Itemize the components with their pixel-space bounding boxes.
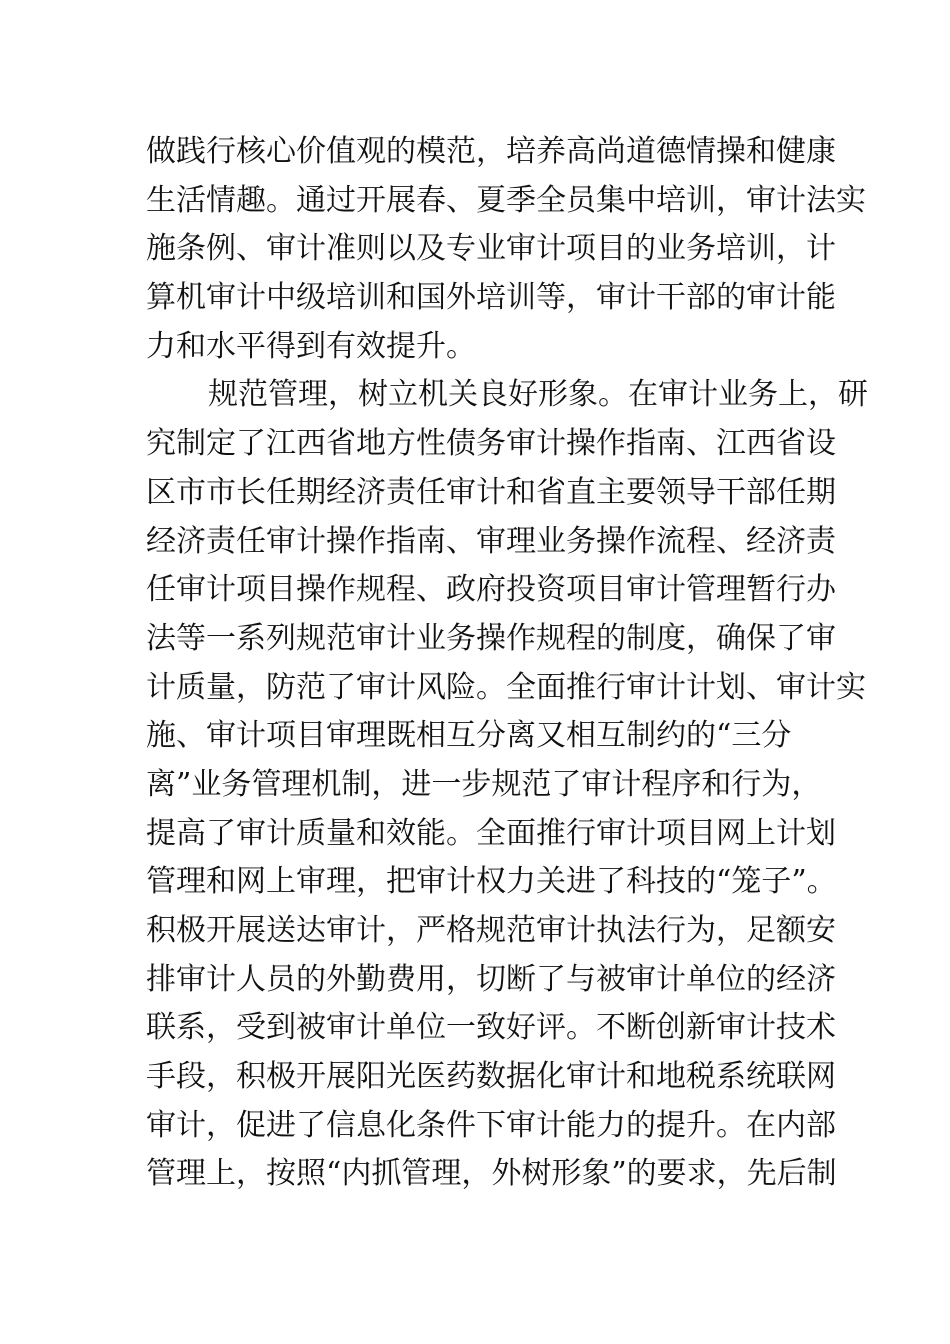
- text-line: 任审计项目操作规程、政府投资项目审计管理暂行办: [146, 572, 836, 608]
- text-line: 力和水平得到有效提升。: [146, 328, 476, 364]
- body-text: [146, 128, 868, 1199]
- text-line: 法等一系列规范审计业务操作规程的制度，确保了审: [146, 620, 836, 656]
- paragraph-1: [146, 128, 866, 371]
- text-line: 究制定了江西省地方性债务审计操作指南、江西省设: [146, 426, 836, 462]
- text-line: 提高了审计质量和效能。全面推行审计项目网上计划: [146, 815, 836, 851]
- text-line: 经济责任审计操作指南、审理业务操作流程、经济责: [146, 523, 836, 559]
- text-line: 离”业务管理机制，进一步规范了审计程序和行为，: [146, 766, 822, 802]
- text-line: 施条例、审计准则以及专业审计项目的业务培训，计: [146, 231, 836, 267]
- text-line-indented: 规范管理，树立机关良好形象。在审计业务上，研: [208, 377, 868, 413]
- text-line: 排审计人员的外勤费用，切断了与被审计单位的经济: [146, 961, 836, 997]
- text-line: 生活情趣。通过开展春、夏季全员集中培训，审计法实: [146, 182, 866, 218]
- text-line: 管理和网上审理，把审计权力关进了科技的“笼子”。: [146, 864, 837, 900]
- text-line: 算机审计中级培训和国外培训等，审计干部的审计能: [146, 280, 836, 316]
- text-line: 施、审计项目审理既相互分离又相互制约的“三分: [146, 718, 792, 754]
- text-line: 区市市长任期经济责任审计和省直主要领导干部任期: [146, 474, 836, 510]
- text-line: 联系，受到被审计单位一致好评。不断创新审计技术: [146, 1010, 836, 1046]
- paragraph-2: [146, 371, 868, 1199]
- text-line: 做践行核心价值观的模范，培养高尚道德情操和健康: [146, 134, 836, 169]
- text-line: 管理上，按照“内抓管理，外树形象”的要求，先后制: [146, 1156, 837, 1192]
- text-line: 积极开展送达审计，严格规范审计执法行为，足额安: [146, 913, 836, 948]
- text-line: 审计，促进了信息化条件下审计能力的提升。在内部: [146, 1107, 836, 1143]
- text-line: 手段，积极开展阳光医药数据化审计和地税系统联网: [146, 1059, 836, 1095]
- text-line: 计质量，防范了审计风险。全面推行审计计划、审计实: [146, 669, 866, 705]
